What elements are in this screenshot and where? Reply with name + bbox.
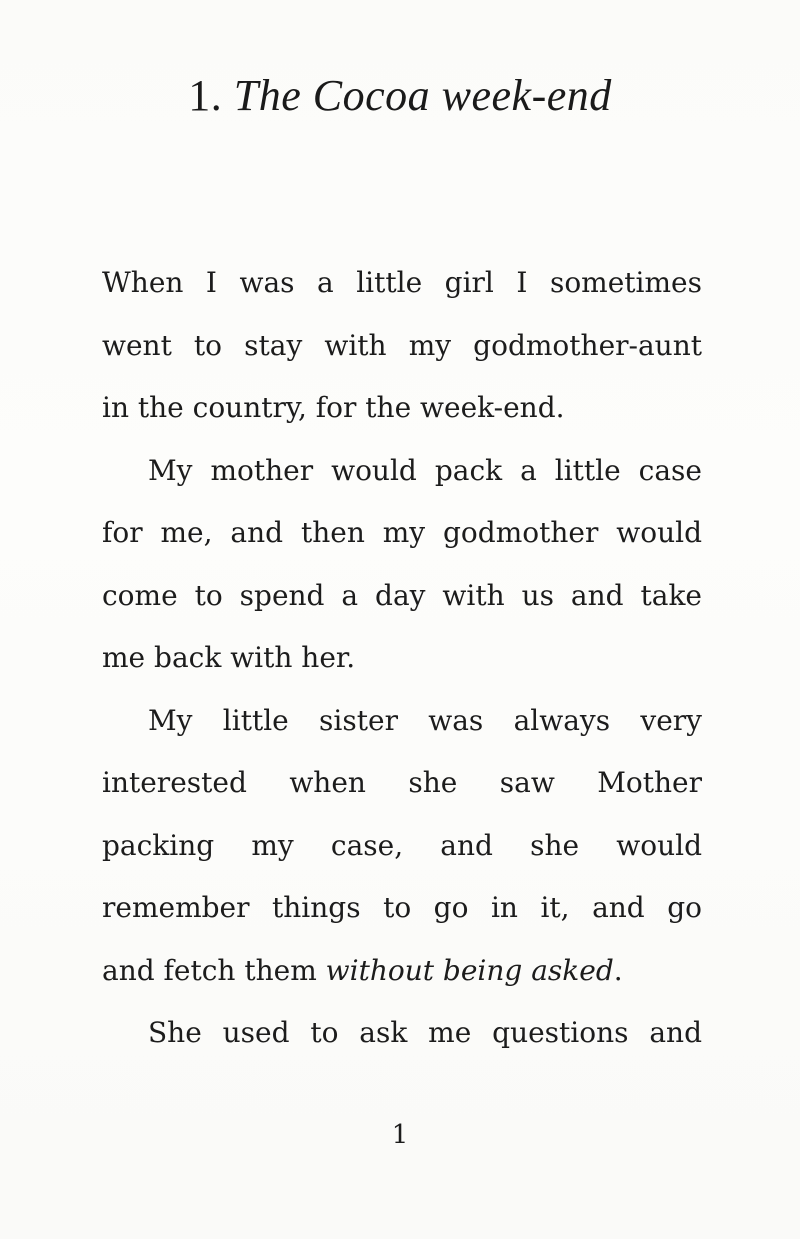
text-line: remember things to go in it, and go [102,891,702,924]
text-line: My little sister was always very [148,703,702,737]
chapter-title [0,70,800,121]
text-line: went to stay with my godmother-aunt [102,328,702,362]
text-line [102,940,702,1003]
chapter-number: 1. [188,71,223,120]
text-line: in the country, for the week-end. [102,391,565,424]
text-line: interested when she saw Mother [102,766,702,799]
text-segment: . [613,953,623,987]
emphasis-text: without being asked [325,953,614,987]
page-number: 1 [391,1120,409,1150]
text-line: me back with her. [102,641,356,674]
chapter-title-text: The Cocoa week-end [233,71,612,120]
text-line: come to spend a day with us and take [102,578,702,612]
text-segment: and fetch them [102,953,317,987]
text-line: My mother would pack a little case [148,453,702,487]
chapter-body [102,252,702,1065]
text-line: When I was a little girl I sometimes [102,266,702,299]
text-line: for me, and then my godmother would [102,516,702,549]
text-line: packing my case, and she would [102,828,702,862]
text-line: She used to ask me questions and [148,1016,702,1049]
